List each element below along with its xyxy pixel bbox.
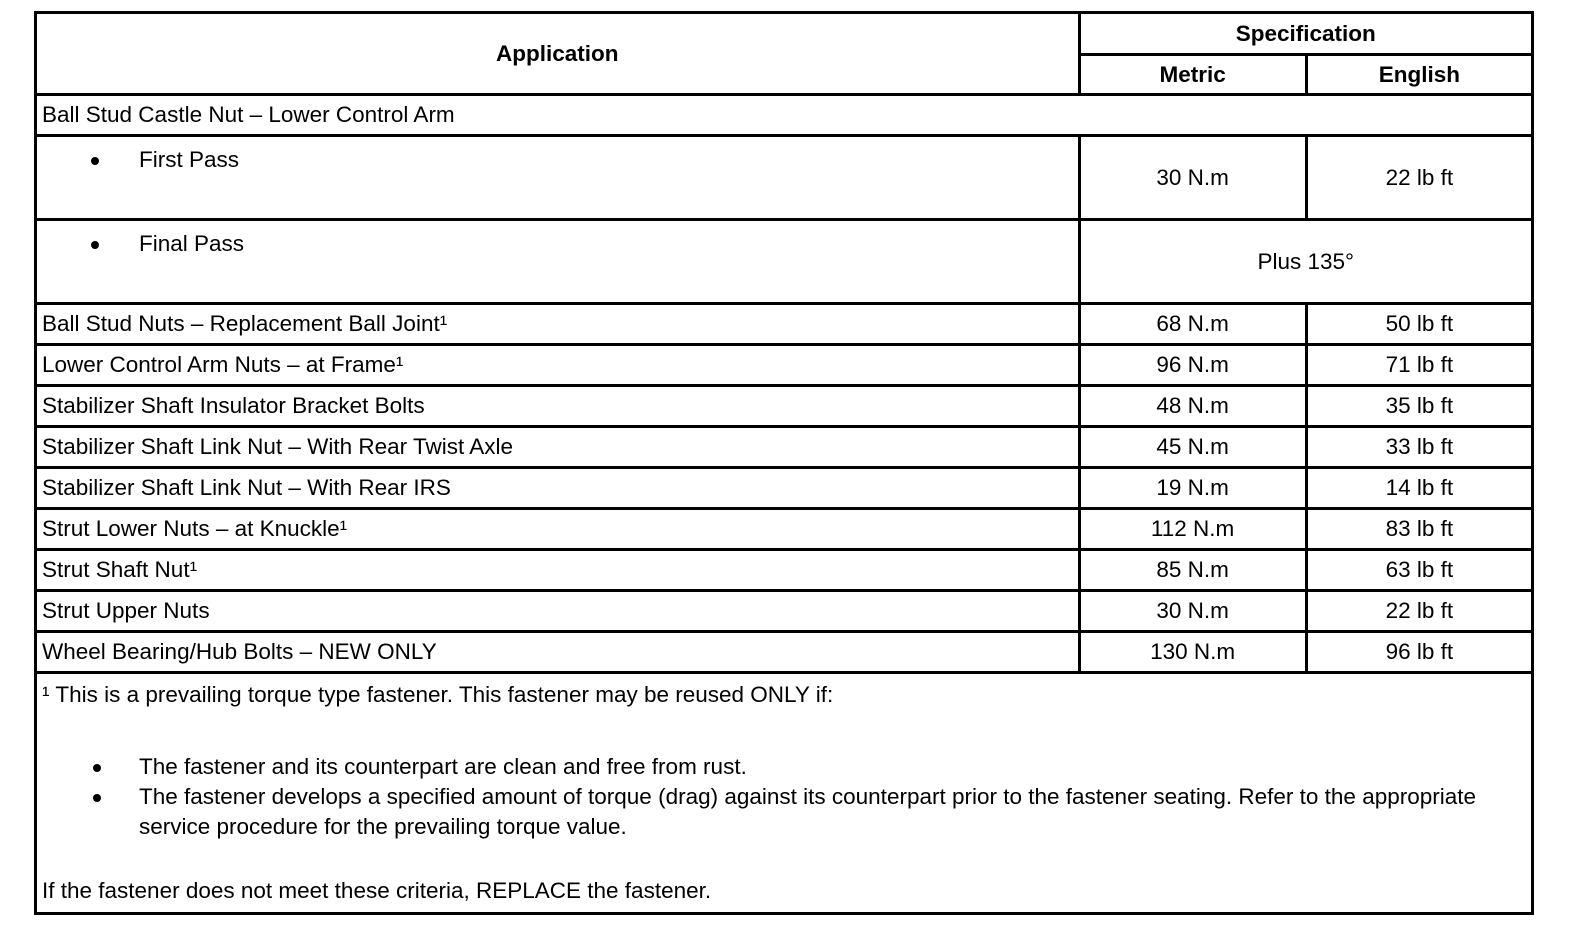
row-application: Ball Stud Nuts – Replacement Ball Joint¹ <box>36 304 1080 345</box>
row-english: 22 lb ft <box>1306 591 1532 632</box>
row-application: Strut Upper Nuts <box>36 591 1080 632</box>
row-english: 33 lb ft <box>1306 427 1532 468</box>
bullet-icon <box>91 241 99 249</box>
row-application: Strut Lower Nuts – at Knuckle¹ <box>36 509 1080 550</box>
final-pass-cell <box>36 220 1080 304</box>
header-application: Application <box>36 13 1080 95</box>
row-metric: 48 N.m <box>1079 386 1306 427</box>
table-row <box>36 427 1533 468</box>
table-row <box>36 632 1533 673</box>
header-specification: Specification <box>1079 13 1533 55</box>
footnote-closing: If the fastener does not meet these criteria, REPLACE the fastener. <box>42 878 712 903</box>
table-row <box>36 468 1533 509</box>
row-metric: 30 N.m <box>1079 591 1306 632</box>
row-english: 35 lb ft <box>1306 386 1532 427</box>
first-pass-row <box>36 136 1533 220</box>
table-row <box>36 591 1533 632</box>
row-application: Wheel Bearing/Hub Bolts – NEW ONLY <box>36 632 1080 673</box>
first-pass-cell <box>36 136 1080 220</box>
row-application: Lower Control Arm Nuts – at Frame¹ <box>36 345 1080 386</box>
torque-spec-table <box>34 11 1534 915</box>
row-english: 96 lb ft <box>1306 632 1532 673</box>
footnote-intro: ¹ This is a prevailing torque type fastener. This fastener may be reused ONLY if: <box>42 682 834 707</box>
header-metric: Metric <box>1079 55 1306 95</box>
row-application: Stabilizer Shaft Insulator Bracket Bolts <box>36 386 1080 427</box>
row-metric: 19 N.m <box>1079 468 1306 509</box>
group-title: Ball Stud Castle Nut – Lower Control Arm <box>36 95 1533 136</box>
row-english: 83 lb ft <box>1306 509 1532 550</box>
bullet-icon <box>91 157 99 165</box>
row-metric: 45 N.m <box>1079 427 1306 468</box>
row-english: 63 lb ft <box>1306 550 1532 591</box>
row-metric: 112 N.m <box>1079 509 1306 550</box>
final-pass-row <box>36 220 1533 304</box>
table-row <box>36 509 1533 550</box>
final-pass-spec: Plus 135° <box>1079 220 1533 304</box>
header-english: English <box>1306 55 1532 95</box>
row-english: 50 lb ft <box>1306 304 1532 345</box>
footnote-cell <box>36 673 1533 914</box>
footnote-bullet <box>42 752 1491 782</box>
first-pass-metric: 30 N.m <box>1079 136 1306 220</box>
first-pass-label: First Pass <box>139 147 240 172</box>
footnote-bullet-text: The fastener develops a specified amount of torque (drag) against its counterpart prior to the fastener seating. Refer to the appropriate service procedure for the prevailing torque value. <box>139 784 1477 839</box>
row-metric: 96 N.m <box>1079 345 1306 386</box>
table-row <box>36 550 1533 591</box>
group-title-row <box>36 95 1533 136</box>
table-row <box>36 386 1533 427</box>
row-application: Stabilizer Shaft Link Nut – With Rear Twist Axle <box>36 427 1080 468</box>
row-english: 14 lb ft <box>1306 468 1532 509</box>
row-metric: 130 N.m <box>1079 632 1306 673</box>
row-application: Strut Shaft Nut¹ <box>36 550 1080 591</box>
footnote-bullet <box>42 782 1491 842</box>
table-row <box>36 304 1533 345</box>
header-row <box>36 13 1533 55</box>
final-pass-label: Final Pass <box>139 231 245 256</box>
row-english: 71 lb ft <box>1306 345 1532 386</box>
bullet-icon <box>93 794 101 802</box>
table-row <box>36 345 1533 386</box>
row-metric: 68 N.m <box>1079 304 1306 345</box>
row-metric: 85 N.m <box>1079 550 1306 591</box>
footnote-row <box>36 673 1533 914</box>
first-pass-english: 22 lb ft <box>1306 136 1532 220</box>
bullet-icon <box>93 764 101 772</box>
row-application: Stabilizer Shaft Link Nut – With Rear IRS <box>36 468 1080 509</box>
footnote-bullet-text: The fastener and its counterpart are clean and free from rust. <box>139 754 747 779</box>
